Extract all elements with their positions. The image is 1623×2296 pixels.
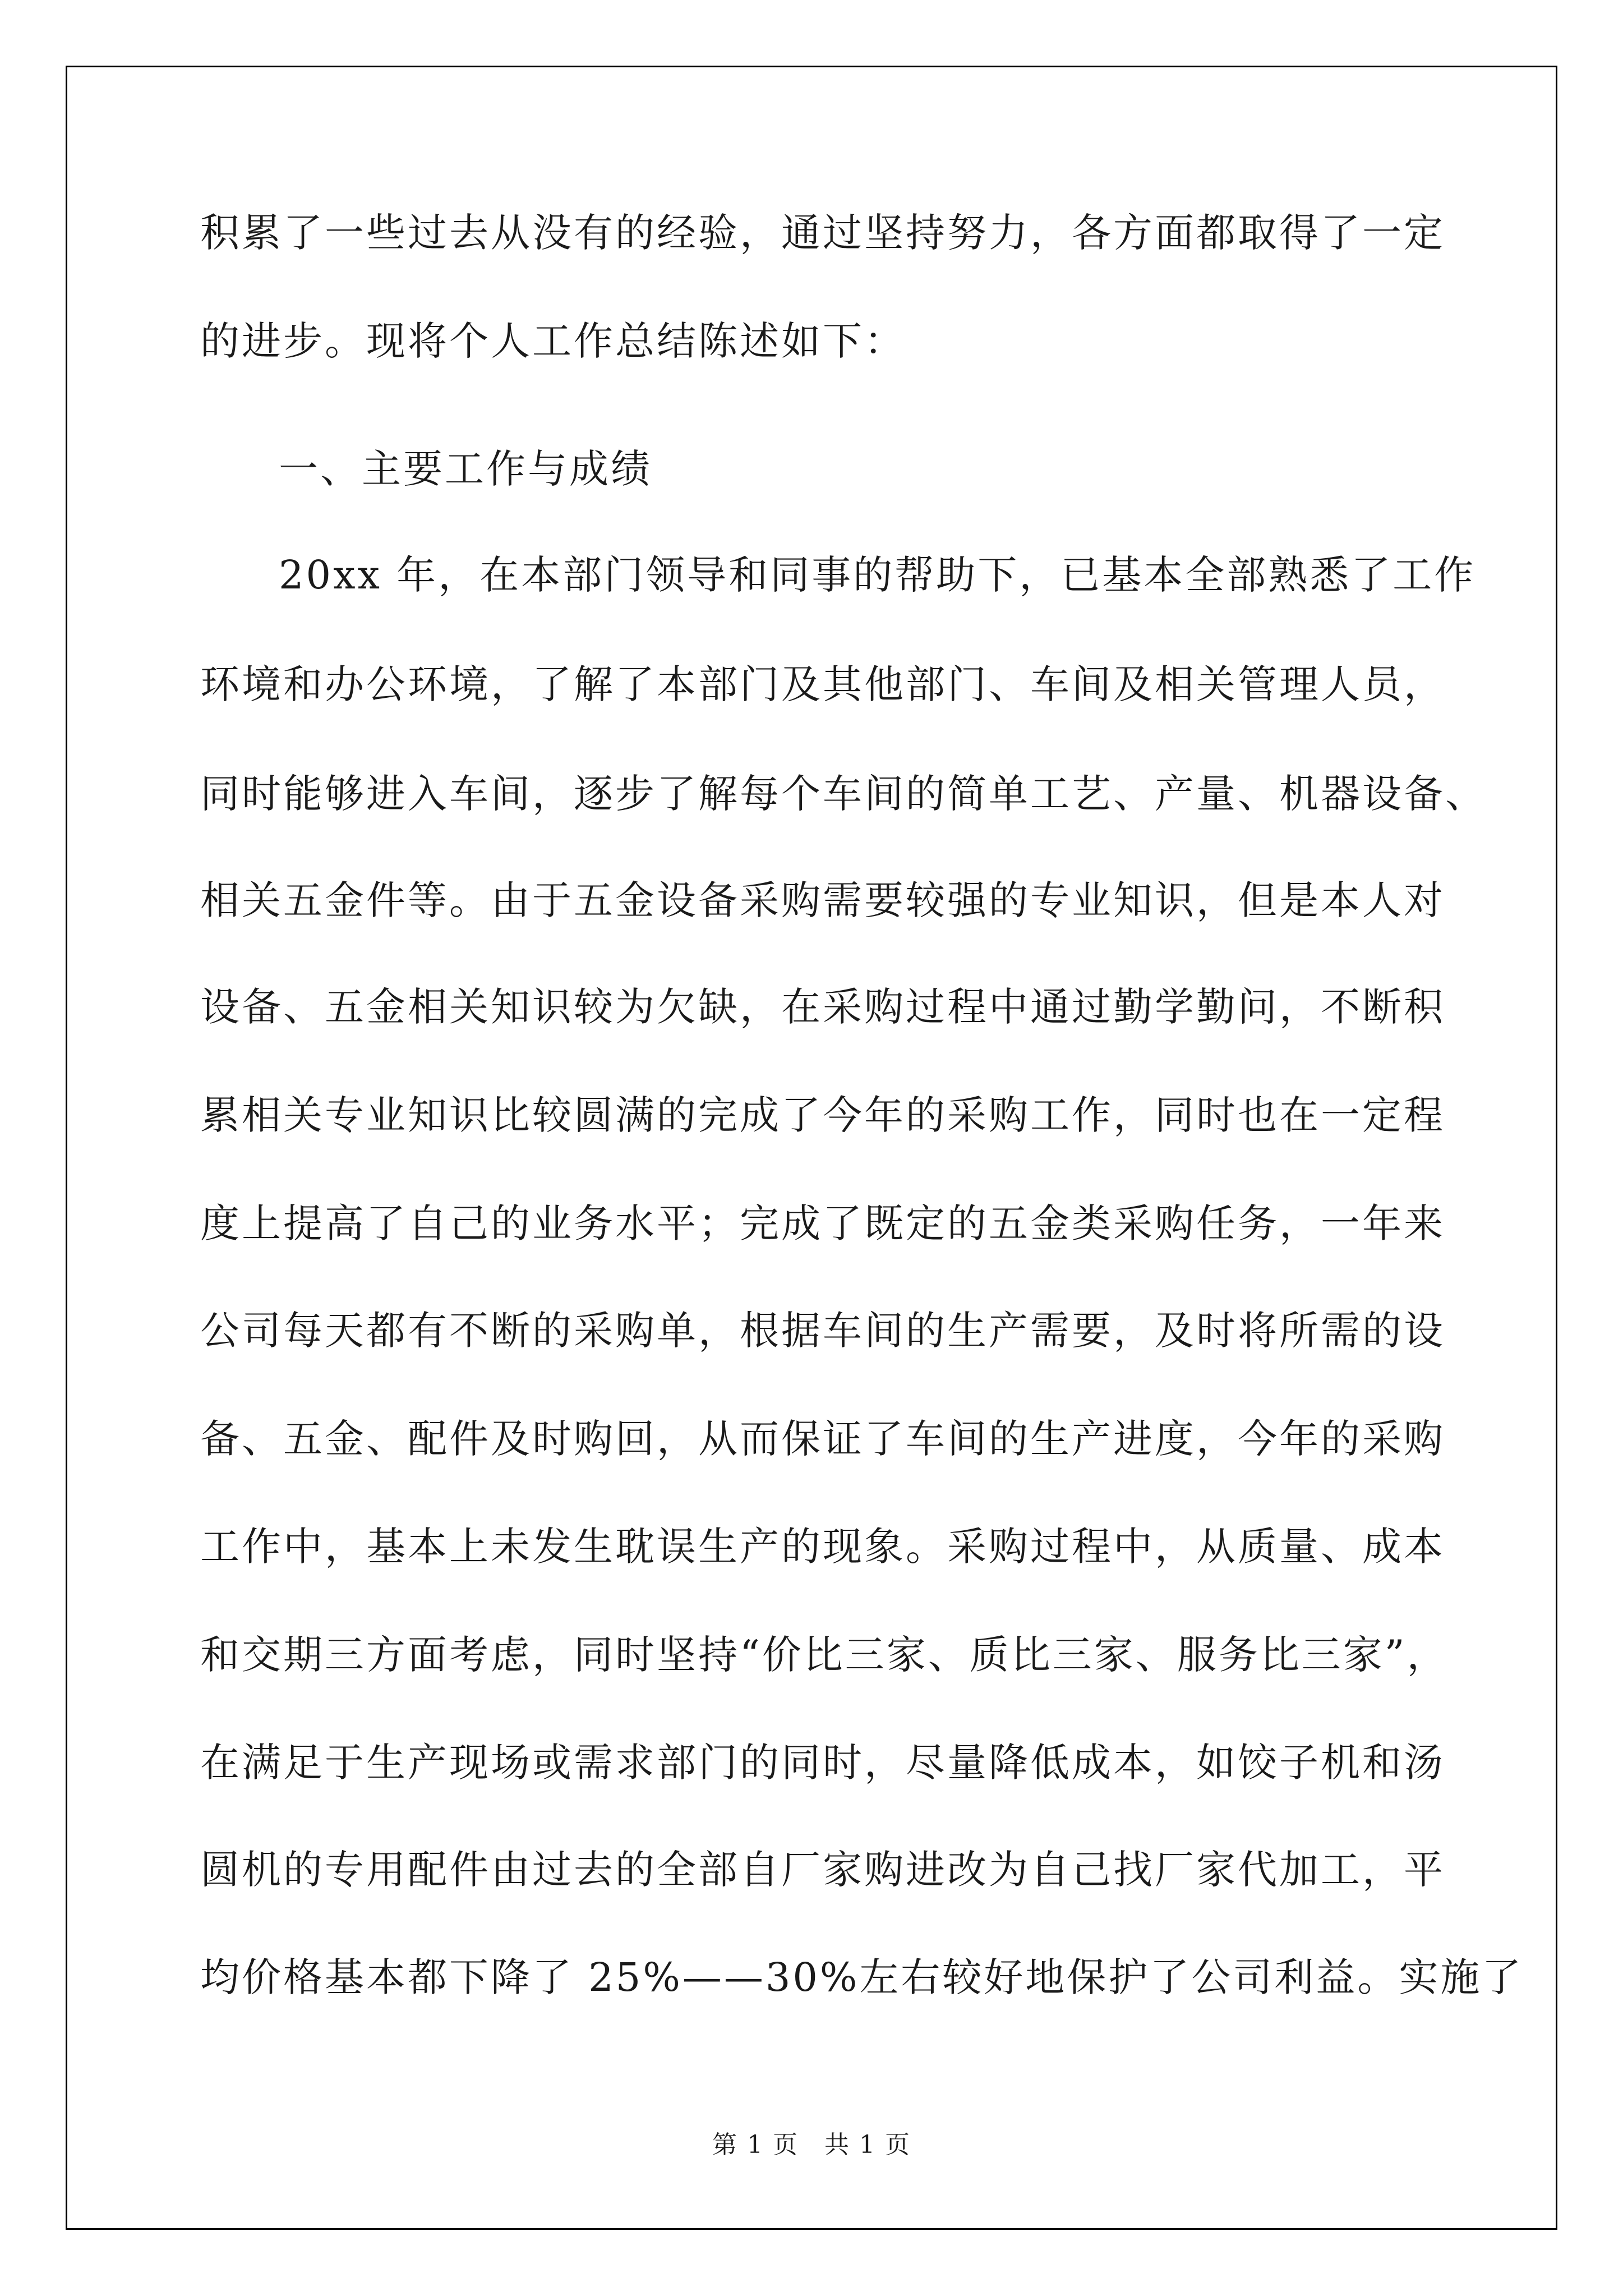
text-line: 公司每天都有不断的采购单，根据车间的生产需要，及时将所需的设 (200, 1308, 1445, 1354)
text-line: 相关五金件等。由于五金设备采购需要较强的专业知识，但是本人对 (200, 877, 1445, 923)
text-line: 的进步。现将个人工作总结陈述如下： (200, 318, 906, 364)
text-line: 设备、五金相关知识较为欠缺，在采购过程中通过勤学勤问，不断积 (200, 984, 1445, 1030)
page-footer: 第 1 页 共 1 页 (712, 2131, 911, 2159)
text-line: 圆机的专用配件由过去的全部自厂家购进改为自己找厂家代加工，平 (200, 1847, 1445, 1893)
text-line: 20xx 年，在本部门领导和同事的帮助下，已基本全部熟悉了工作 (279, 552, 1476, 598)
text-line: 积累了一些过去从没有的经验，通过坚持努力，各方面都取得了一定 (200, 210, 1445, 256)
section-heading: 一、主要工作与成绩 (279, 446, 652, 492)
text-line: 同时能够进入车间，逐步了解每个车间的简单工艺、产量、机器设备、 (200, 771, 1487, 817)
page-border (66, 66, 1557, 2230)
text-line: 度上提高了自己的业务水平；完成了既定的五金类采购任务，一年来 (200, 1200, 1445, 1246)
text-line: 均价格基本都下降了 25%——30%左右较好地保护了公司利益。实施了 (200, 1954, 1524, 2000)
text-line: 工作中，基本上未发生耽误生产的现象。采购过程中，从质量、成本 (200, 1524, 1445, 1570)
text-line: 备、五金、配件及时购回，从而保证了车间的生产进度，今年的采购 (200, 1416, 1445, 1462)
text-line: 在满足于生产现场或需求部门的同时，尽量降低成本，如饺子机和汤 (200, 1740, 1445, 1786)
text-line: 环境和办公环境，了解了本部门及其他部门、车间及相关管理人员， (200, 661, 1445, 707)
text-line: 和交期三方面考虑，同时坚持“价比三家、质比三家、服务比三家”， (200, 1632, 1449, 1678)
text-line: 累相关专业知识比较圆满的完成了今年的采购工作，同时也在一定程 (200, 1092, 1445, 1138)
